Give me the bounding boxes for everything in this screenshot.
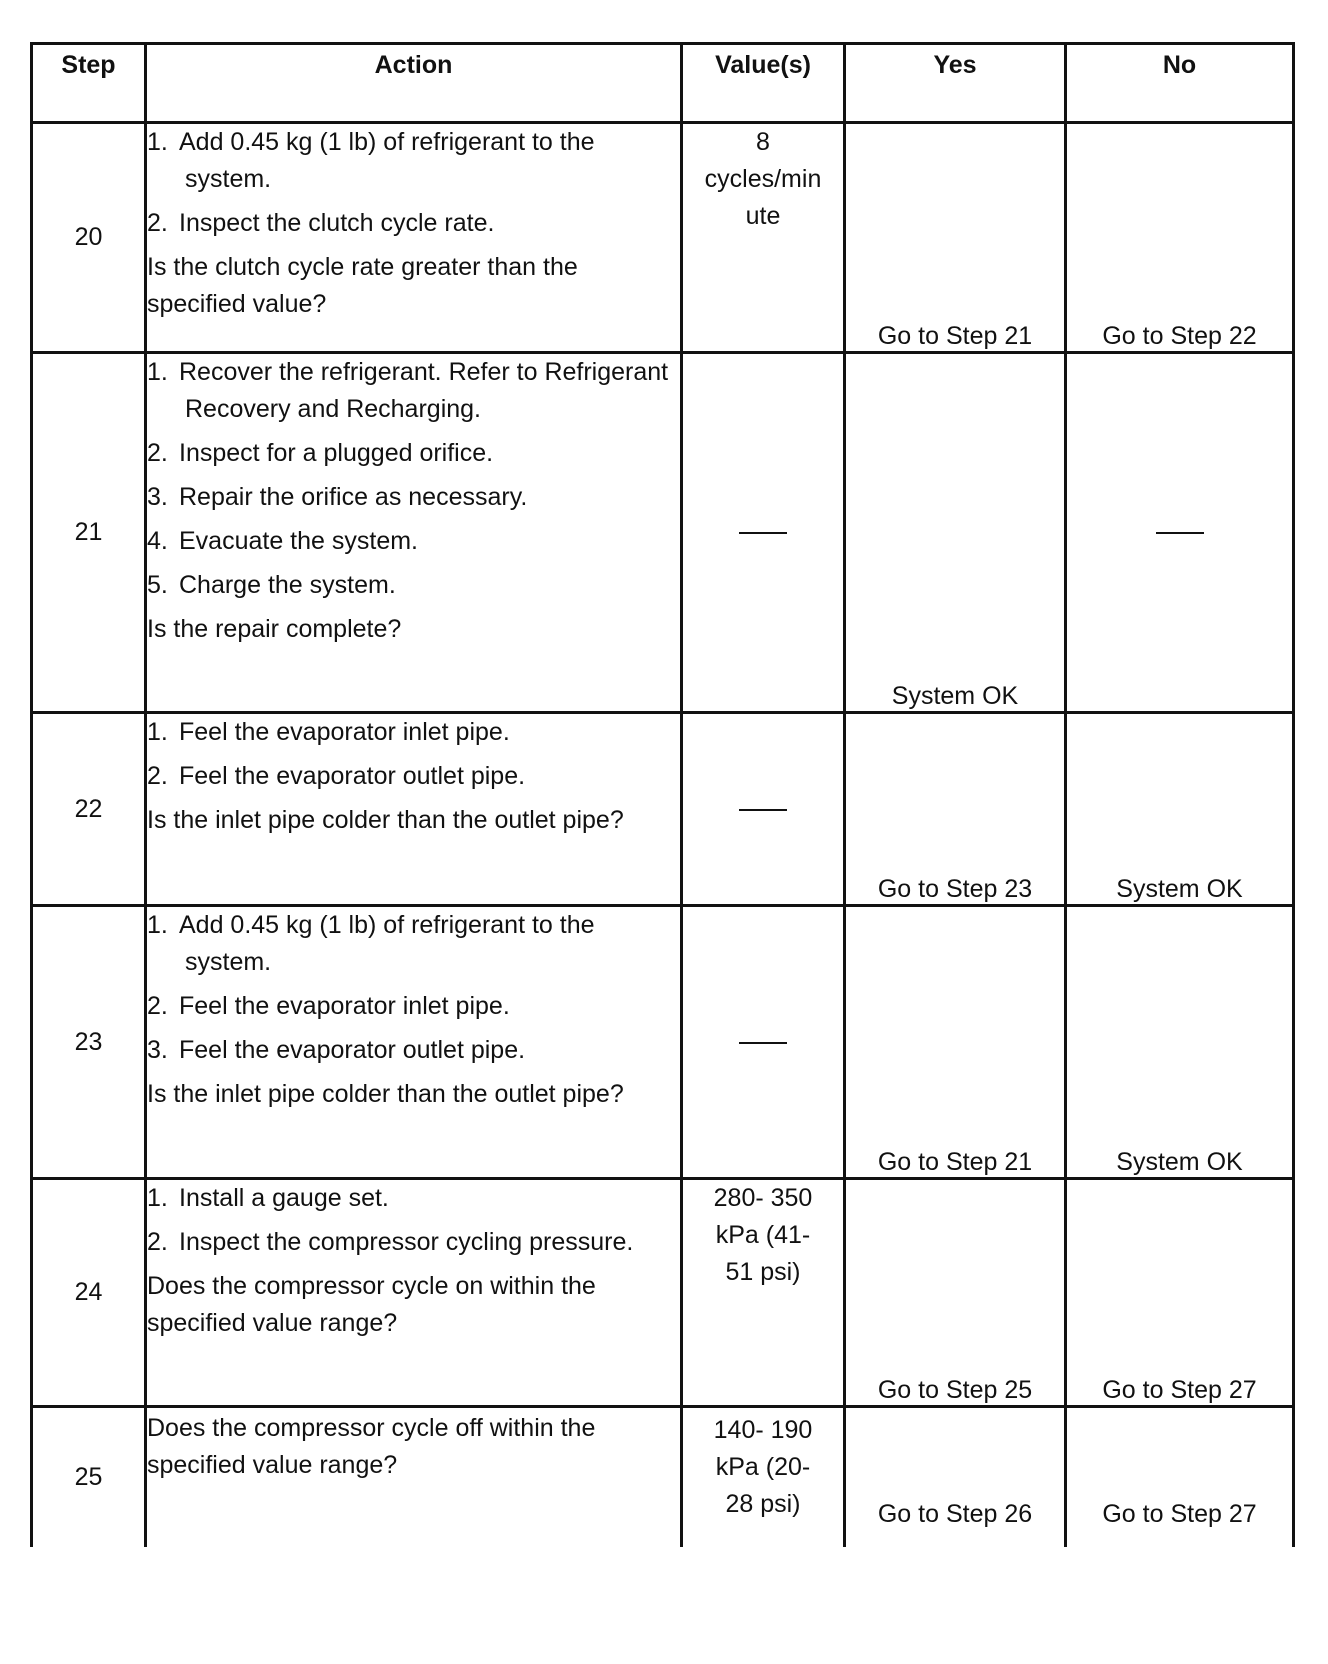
table-body xyxy=(32,123,1294,1547)
table-row xyxy=(32,713,1294,906)
action-step-number: 2. xyxy=(147,992,168,1020)
action-step-number: 1. xyxy=(147,1184,168,1212)
action-step-number: 4. xyxy=(147,527,168,555)
no-outcome: Go to Step 27 xyxy=(1066,1407,1294,1547)
not-applicable-dash xyxy=(739,809,787,811)
action-step-number: 2. xyxy=(147,439,168,467)
table-row xyxy=(32,1179,1294,1407)
table-row xyxy=(32,1407,1294,1547)
action-step xyxy=(147,1224,680,1261)
action-step xyxy=(147,124,680,198)
action-cell xyxy=(146,123,682,353)
no-outcome: Go to Step 22 xyxy=(1066,123,1294,353)
action-step-text: Feel the evaporator inlet pipe. xyxy=(179,992,510,1020)
yes-outcome: Go to Step 23 xyxy=(845,713,1066,906)
action-step xyxy=(147,479,680,516)
action-step-text: Add 0.45 kg (1 lb) of refrigerant to the system. xyxy=(179,911,595,976)
yes-outcome: Go to Step 25 xyxy=(845,1179,1066,1407)
action-question: Is the inlet pipe colder than the outlet pipe? xyxy=(147,1080,624,1108)
action-step xyxy=(147,567,680,604)
action-step-text: Recover the refrigerant. Refer to Refrigerant Recovery and Recharging. xyxy=(179,358,669,423)
value-cell xyxy=(682,123,845,353)
value-line: 280- 350 xyxy=(713,1184,813,1212)
action-step xyxy=(147,523,680,560)
action-step xyxy=(147,907,680,981)
not-applicable-dash xyxy=(1156,532,1204,534)
action-step xyxy=(147,205,680,242)
action-question: Is the clutch cycle rate greater than the specified value? xyxy=(147,253,578,318)
yes-outcome: Go to Step 21 xyxy=(845,123,1066,353)
yes-outcome: System OK xyxy=(845,353,1066,713)
action-step-text: Evacuate the system. xyxy=(179,527,419,555)
table-row xyxy=(32,123,1294,353)
action-step-text: Charge the system. xyxy=(179,571,396,599)
table-row xyxy=(32,353,1294,713)
action-question: Does the compressor cycle on within the specified value range? xyxy=(147,1272,596,1337)
action-question: Is the inlet pipe colder than the outlet pipe? xyxy=(147,806,624,834)
action-cell xyxy=(146,1407,682,1547)
action-step-number: 3. xyxy=(147,483,168,511)
action-step-text: Inspect for a plugged orifice. xyxy=(179,439,494,467)
value-cell xyxy=(682,713,845,906)
action-step xyxy=(147,1180,680,1217)
step-number: 23 xyxy=(32,906,146,1179)
not-applicable-dash xyxy=(739,1042,787,1044)
yes-outcome: Go to Step 26 xyxy=(845,1407,1066,1547)
action-step-number: 2. xyxy=(147,1228,168,1256)
action-step xyxy=(147,354,680,428)
yes-outcome: Go to Step 21 xyxy=(845,906,1066,1179)
step-number: 22 xyxy=(32,713,146,906)
header-row xyxy=(32,44,1294,123)
no-outcome: Go to Step 27 xyxy=(1066,1179,1294,1407)
action-cell xyxy=(146,353,682,713)
action-step-number: 1. xyxy=(147,128,168,156)
action-step-text: Feel the evaporator inlet pipe. xyxy=(179,718,510,746)
step-number: 20 xyxy=(32,123,146,353)
header-value: Value(s) xyxy=(682,44,845,123)
value-line: kPa (20- xyxy=(715,1453,811,1481)
action-step xyxy=(147,714,680,751)
action-cell xyxy=(146,713,682,906)
action-question: Is the repair complete? xyxy=(147,615,402,643)
action-step-text: Feel the evaporator outlet pipe. xyxy=(179,1036,526,1064)
action-cell xyxy=(146,906,682,1179)
action-step xyxy=(147,435,680,472)
action-step-number: 1. xyxy=(147,911,168,939)
action-step-number: 1. xyxy=(147,718,168,746)
no-outcome xyxy=(1066,353,1294,713)
action-step xyxy=(147,1032,680,1069)
action-step-number: 2. xyxy=(147,209,168,237)
value-line: kPa (41- xyxy=(715,1221,811,1249)
action-step-number: 5. xyxy=(147,571,168,599)
action-step-number: 1. xyxy=(147,358,168,386)
header-no: No xyxy=(1066,44,1294,123)
no-outcome: System OK xyxy=(1066,906,1294,1179)
action-step-number: 2. xyxy=(147,762,168,790)
action-question: Does the compressor cycle off within the specified value range? xyxy=(147,1414,596,1479)
value-line: 28 psi) xyxy=(725,1490,801,1518)
value-line: 140- 190 xyxy=(713,1416,813,1444)
action-step-text: Install a gauge set. xyxy=(179,1184,389,1212)
action-step-text: Inspect the clutch cycle rate. xyxy=(179,209,495,237)
action-step-number: 3. xyxy=(147,1036,168,1064)
header-yes: Yes xyxy=(845,44,1066,123)
value-cell xyxy=(682,353,845,713)
action-step xyxy=(147,988,680,1025)
value-cell xyxy=(682,1407,845,1547)
no-outcome: System OK xyxy=(1066,713,1294,906)
step-number: 25 xyxy=(32,1407,146,1547)
not-applicable-dash xyxy=(739,532,787,534)
header-step: Step xyxy=(32,44,146,123)
value-line: ute xyxy=(745,202,781,230)
action-step-text: Repair the orifice as necessary. xyxy=(179,483,528,511)
action-step-text: Add 0.45 kg (1 lb) of refrigerant to the system. xyxy=(179,128,595,193)
action-step-text: Inspect the compressor cycling pressure. xyxy=(179,1228,634,1256)
table-row xyxy=(32,906,1294,1179)
value-line: 8 xyxy=(756,128,770,156)
action-step xyxy=(147,758,680,795)
value-line: 51 psi) xyxy=(725,1258,801,1286)
value-cell xyxy=(682,906,845,1179)
value-line: cycles/min xyxy=(704,165,822,193)
step-number: 24 xyxy=(32,1179,146,1407)
action-step-text: Feel the evaporator outlet pipe. xyxy=(179,762,526,790)
header-action: Action xyxy=(146,44,682,123)
action-cell xyxy=(146,1179,682,1407)
step-number: 21 xyxy=(32,353,146,713)
diagnostic-table xyxy=(30,42,1295,1547)
value-cell xyxy=(682,1179,845,1407)
